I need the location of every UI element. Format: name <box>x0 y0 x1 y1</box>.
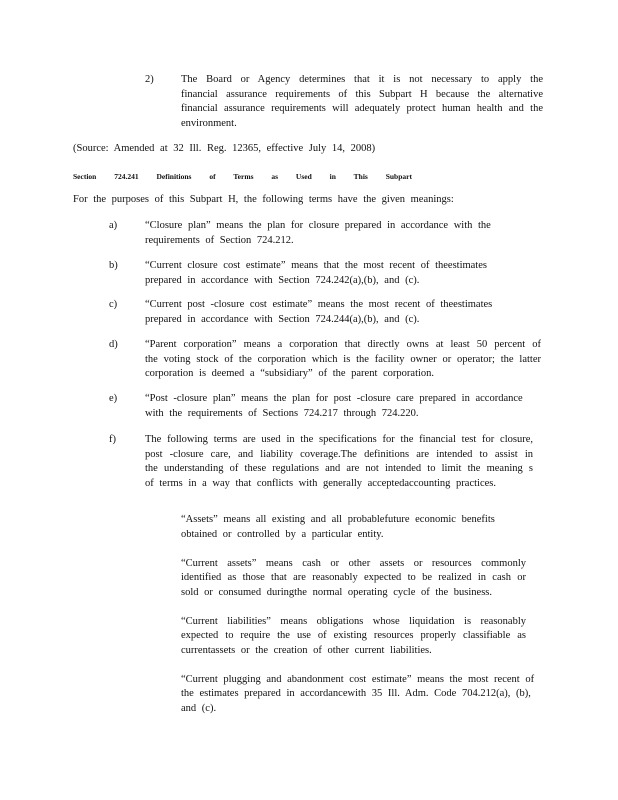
section-number: 724.241 <box>114 172 139 181</box>
section-title-word: in <box>329 172 336 181</box>
section-title-word: Definitions <box>156 172 192 181</box>
definition-text: “Parent corporation” means a corporation that directly owns at least 50 percent of the voting stock of the corporation which is the facility owner or operator; the latter corporation is deemed a “subsidiary” of the parent corporation. <box>145 339 541 379</box>
subdefinition-item: “Assets” means all existing and all probablefuture economic benefits obtained or controlled by a particular entity. <box>181 514 495 540</box>
section-heading <box>73 170 426 185</box>
section-title-word: Used <box>295 172 312 181</box>
subdefinition-item: “Current assets” means cash or other assets or resources commonly identified as those that are reasonably expected to be realized in cash or sold or consumed duringthe normal operating cycle of the business. <box>181 557 526 598</box>
subdefinitions-list <box>181 513 535 731</box>
definition-number: d) <box>109 339 118 350</box>
definition-text: “Current post -closure cost estimate” means the most recent of theestimates prepared in accordance with Section 724.244(a),(b), and (c). <box>145 299 493 325</box>
definition-number: c) <box>109 299 118 310</box>
definition-text: “Post -closure plan” means the plan for post -closure care prepared in accordance with the requirements of Sections 724.217 through 724.220. <box>145 393 523 419</box>
definition-number: f) <box>109 434 116 445</box>
section-title-word: of <box>209 172 216 181</box>
definition-number: b) <box>109 260 118 271</box>
item-number: 2) <box>145 74 154 85</box>
section-title-word: Terms <box>233 172 254 181</box>
intro-paragraph: For the purposes of this Subpart H, the following terms have the given meanings: <box>73 194 454 205</box>
section-title-word: This <box>353 172 368 181</box>
section-label: Section <box>73 172 97 181</box>
definition-number: a) <box>109 220 118 231</box>
subdefinition-item: “Current liabilities” means obligations whose liquidation is reasonably expected to require the use of existing resources properly classifiable as currentassets or the creation of other current liabilities. <box>181 615 526 656</box>
subdefinition-item: “Current plugging and abandonment cost estimate” means the most recent of the estimates prepared in accordancewith 35 Ill. Adm. Code 704.212(a), (b), and (c). <box>181 673 535 714</box>
definition-text: “Current closure cost estimate” means that the most recent of theestimates prepared in accordance with Section 724.242(a),(b), and (c). <box>145 260 487 286</box>
definition-text: “Closure plan” means the plan for closure prepared in accordance with the requirements of Section 724.212. <box>145 220 491 246</box>
source-note: (Source: Amended at 32 Ill. Reg. 12365, effective July 14, 2008) <box>73 143 376 154</box>
section-title-word: as <box>271 172 279 181</box>
item-text: The Board or Agency determines that it is not necessary to apply the financial assurance requirements of this Subpart H because the alternative financial assurance requirements will adequately protect human health and the environment. <box>181 74 543 129</box>
definition-number: e) <box>109 393 118 404</box>
definition-text: The following terms are used in the specifications for the financial test for closure, post -closure care, and liability coverage.The definitions are intended to assist in the understanding of these regulations and are not intended to limit the meaning s of terms in a way that conflicts with generally acceptedaccounting practices. <box>145 434 533 489</box>
section-title-word: Subpart <box>385 172 412 181</box>
